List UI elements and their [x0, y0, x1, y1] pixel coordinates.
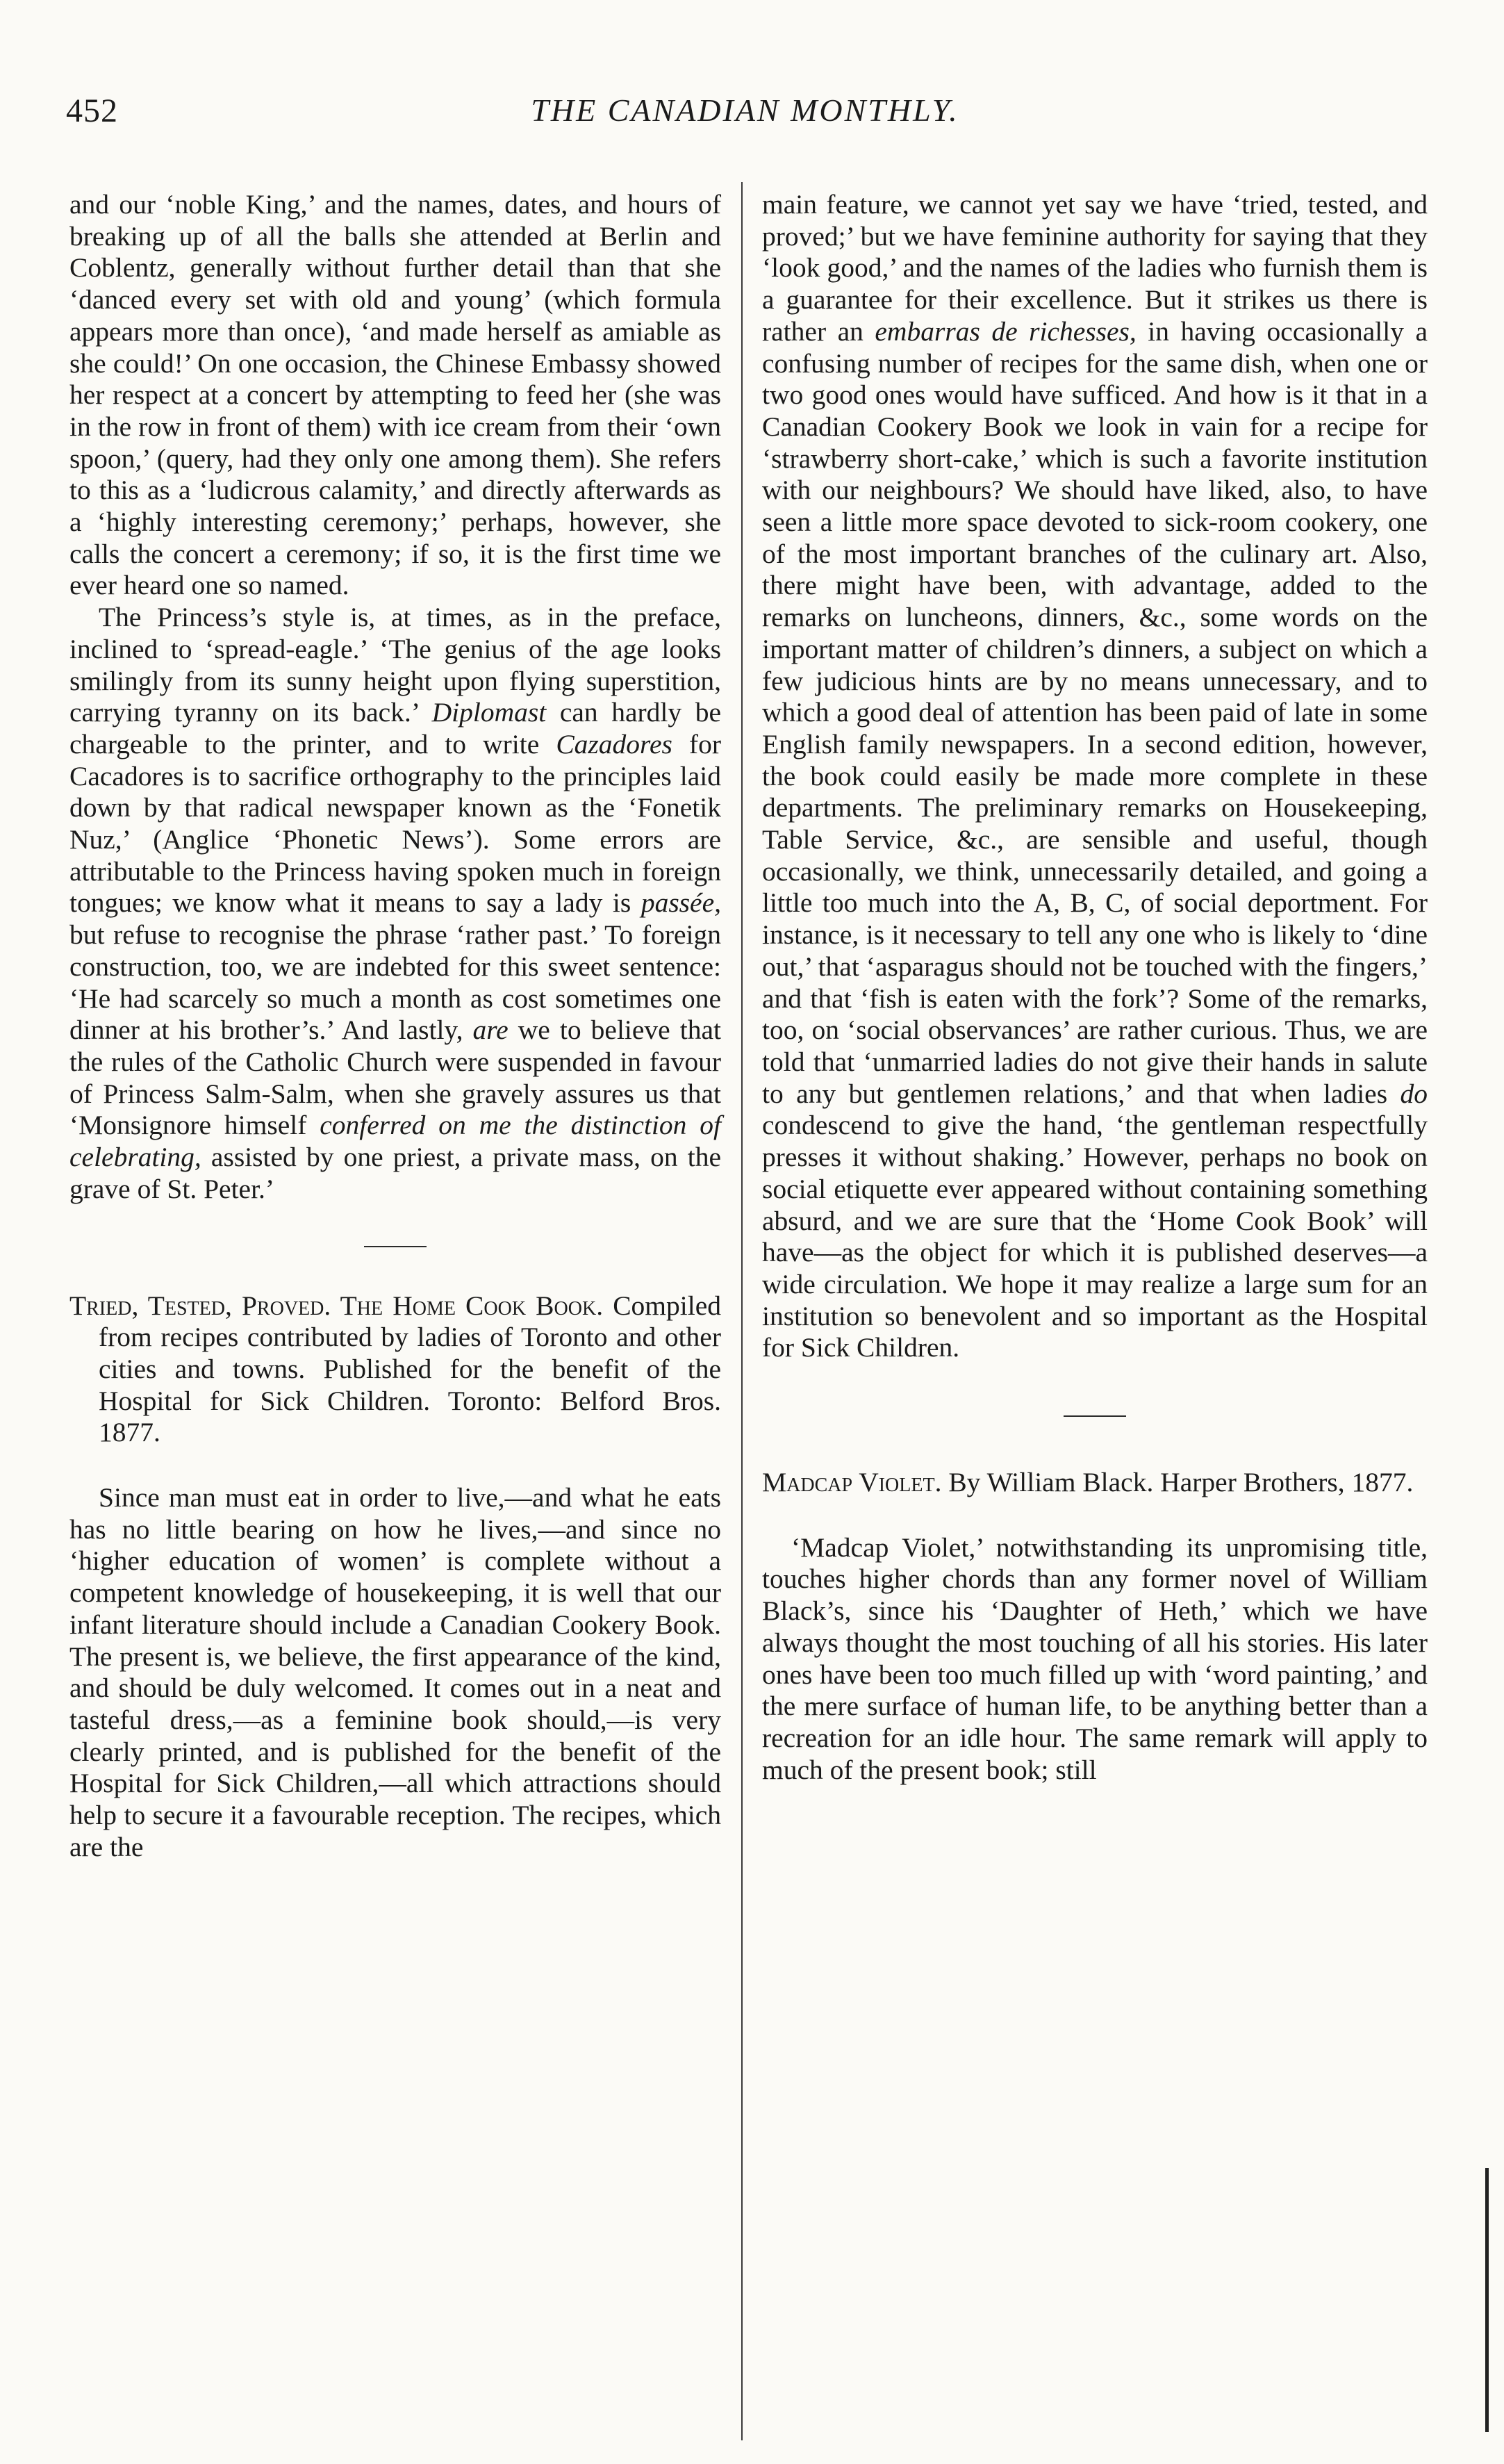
right-column [762, 189, 1428, 1786]
running-title: THE CANADIAN MONTHLY. [531, 92, 959, 128]
review-title: Madcap Violet. [762, 1467, 942, 1498]
paragraph-cookery-review: Since man must eat in order to live,—and what he eats has no little bearing on how he lives,—and since no ‘higher education of women’ is complete without a competent knowledge of housekeeping, it is well that our infant literature should include a Canadian Cookery Book. The present is, we believe, the first appearance of the kind, and should be duly welcomed. It comes out in a neat and tasteful dress,—as a feminine book should,—is very clearly printed, and is published for the benefit of the Hospital for Sick Children,—all which attractions should help to secure it a favourable reception. The recipes, which are the [69, 1482, 721, 1862]
page-number: 452 [66, 92, 118, 129]
section-separator [1064, 1415, 1126, 1417]
page-header [66, 92, 1424, 140]
paragraph-princess-style: The Princess’s style is, at times, as in the preface, inclined to ‘spread-eagle.’ ‘The genius of the age looks smilingly from its sunny height upon flying superstition, carrying tyranny on its back.’ Diplomast can hardly be chargeable to the printer, and to write Cazadores for Cacadores is to sacrifice orthography to the principles laid down by that radical newspaper known as the ‘Fonetik Nuz,’ (Anglice ‘Phonetic News’). Some errors are attributable to the Princess having spoken much in foreign tongues; we know what it means to say a lady is passée, but refuse to recognise the phrase ‘rather past.’ To foreign construction, too, we are indebted for this sweet sentence: ‘He had scarcely so much a month as cost sometimes one dinner at his brother’s.’ And lastly, are we to believe that the rules of the Catholic Church were suspended in favour of Princess Salm-Salm, when she gravely assures us that ‘Monsignore himself conferred on me the distinction of celebrating, assisted by one priest, a private mass, on the grave of St. Peter.’ [69, 602, 721, 1204]
review-title: Tried, Tested, Proved. The Home Cook Book. [69, 1290, 604, 1321]
paragraph-cookery-continued: main feature, we cannot yet say we have ‘tried, tested, and proved;’ but we have feminine authority for saying that they ‘look good,’ and the names of the ladies who furnish them is a guarantee for their excellence. But it strikes us there is rather an embarras de richesses, in having occasionally a confusing number of recipes for the same dish, when one or two good ones would have sufficed. And how is it that in a Canadian Cookery Book we look in vain for a recipe for ‘strawberry short-cake,’ which is such a favorite institution with our neighbours? We should have liked, also, to have seen a little more space devoted to sick-room cookery, one of the most important branches of the culinary art. Also, there might have been, with advantage, added to the remarks on luncheons, dinners, &c., some words on the important matter of children’s dinners, a subject on which a few judicious hints are by no means unnecessary, and to which a good deal of attention has been paid of late in some English family newspapers. In a second edition, however, the book could easily be made more complete in these departments. The preliminary remarks on Housekeeping, Table Service, &c., are sensible and useful, though occasionally, we think, unnecessarily detailed, and going a little too much into the A, B, C, of social deportment. For instance, is it necessary to tell any one who is likely to ‘dine out,’ that ‘asparagus should not be touched with the fingers,’ and that ‘fish is eaten with the fork’? Some of the remarks, too, on ‘social observances’ are rather curious. Thus, we are told that ‘unmarried ladies do not give their hands in salute to any but gentlemen relations,’ and that when ladies do condescend to give the hand, ‘the gentleman respectfully presses it without shaking.’ However, perhaps no book on social etiquette ever appeared without containing something absurd, and we are sure that the ‘Home Cook Book’ will have—as the object for which it is published deserves—a wide circulation. We hope it may realize a large sum for an institution so benevolent and so important as the Hospital for Sick Children. [762, 189, 1428, 1363]
review-heading-madcap-violet: Madcap Violet. By William Black. Harper Brothers, 1877. [762, 1467, 1414, 1498]
page-edge-shadow [1485, 2168, 1489, 2432]
left-column [69, 189, 721, 1863]
column-divider [741, 182, 743, 2440]
paragraph-continued: and our ‘noble King,’ and the names, dates, and hours of breaking up of all the balls she attended at Berlin and Coblentz, generally without further detail than that she ‘danced every set with old and young’ (which formula appears more than once), ‘and made herself as amiable as she could!’ On one occasion, the Chinese Embassy showed her respect at a concert by attempting to feed her (she was in the row in front of them) with ice cream from their ‘own spoon,’ (query, had they only one among them). She refers to this as a ‘ludicrous calamity,’ and directly afterwards as a ‘highly interesting ceremony;’ perhaps, however, she calls the concert a ceremony; if so, it is the first time we ever heard one so named. [69, 189, 721, 601]
paragraph-madcap-review: ‘Madcap Violet,’ notwithstanding its unpromising title, touches higher chords than any former novel of William Black’s, since his ‘Daughter of Heth,’ which we have always thought the most touching of all his stories. His later ones have been too much filled up with ‘word painting,’ and the mere surface of human life, to be anything better than a recreation for an idle hour. The same remark will apply to much of the present book; still [762, 1531, 1428, 1785]
section-separator [364, 1246, 427, 1247]
review-heading-home-cook-book: Tried, Tested, Proved. The Home Cook Book. Compiled from recipes contributed by ladies of Toronto and other cities and towns. Published for the benefit of the Hospital for Sick Children. Toronto: Belford Bros. 1877. [69, 1290, 721, 1448]
